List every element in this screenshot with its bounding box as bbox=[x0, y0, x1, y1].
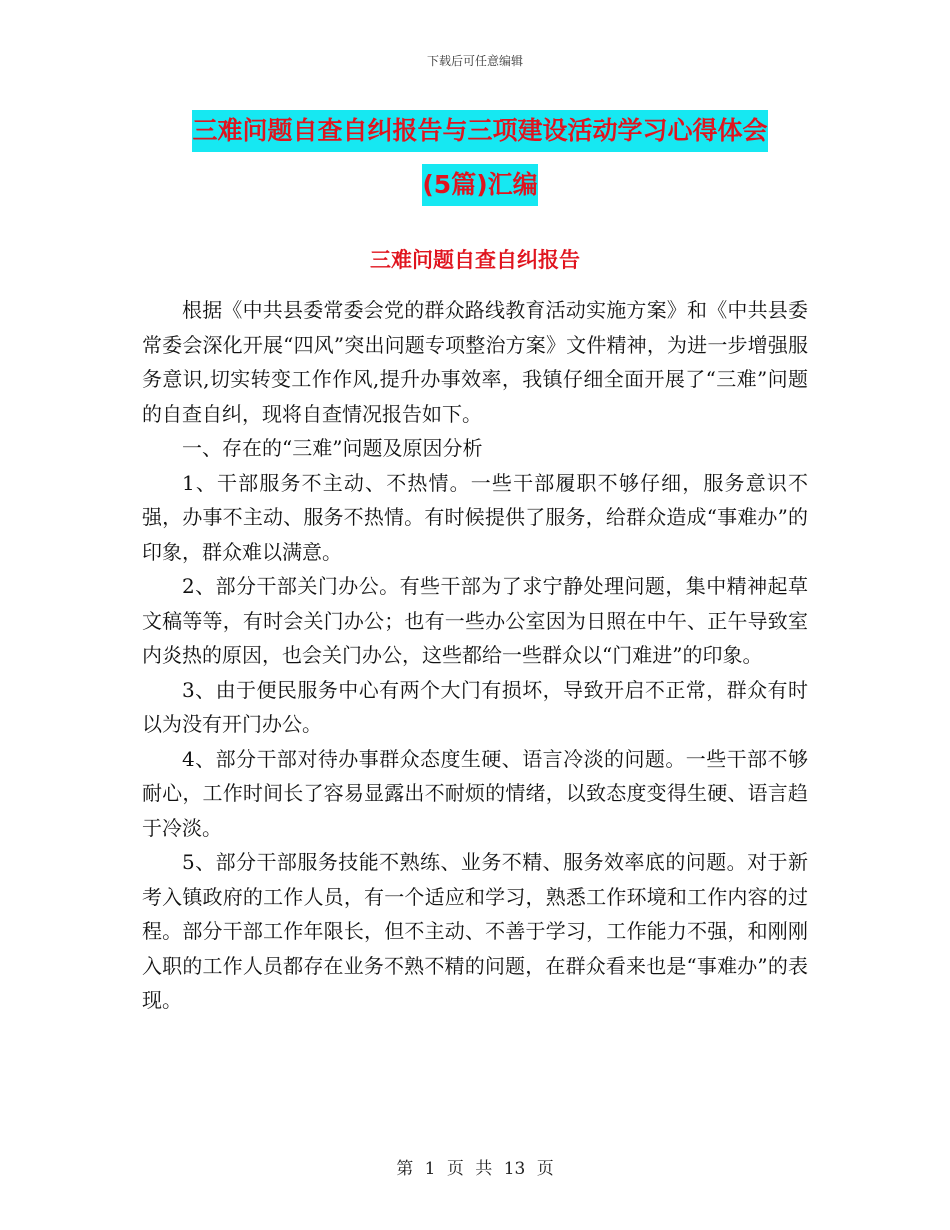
document-title-line-2: (5篇)汇编 bbox=[422, 164, 537, 206]
header-note: 下载后可任意编辑 bbox=[426, 54, 523, 68]
paragraph-heading-1: 一、存在的“三难”问题及原因分析 bbox=[182, 436, 483, 460]
document-body bbox=[142, 293, 808, 1018]
paragraph-item-3: 3、由于便民服务中心有两个大门有损坏，导致开启不正常，群众有时以为没有开门办公。 bbox=[142, 677, 808, 736]
paragraph-item-4: 4、部分干部对待办事群众态度生硬、语言冷淡的问题。一些干部不够耐心，工作时间长了容易显露出不耐烦的情绪，以致态度变得生硬、语言趋于冷淡。 bbox=[142, 746, 808, 840]
paragraph-item-1: 1、干部服务不主动、不热情。一些干部履职不够仔细，服务意识不强，办事不主动、服务不热情。有时候提供了服务，给群众造成“事难办”的印象，群众难以满意。 bbox=[142, 470, 808, 564]
paragraph-item-2: 2、部分干部关门办公。有些干部为了求宁静处理问题，集中精神起草文稿等等，有时会关门办公；也有一些办公室因为日照在中午、正午导致室内炎热的原因，也会关门办公，这些都给一些群众以“门难进”的印象。 bbox=[142, 574, 808, 667]
document-title-line-1: 三难问题自查自纠报告与三项建设活动学习心得体会 bbox=[192, 110, 767, 152]
paragraph-item-5: 5、部分干部服务技能不熟练、业务不精、服务效率底的问题。对于新考入镇政府的工作人员，有一个适应和学习，熟悉工作环境和工作内容的过程。部分干部工作年限长，但不主动、不善于学习，工作能力不强，和刚刚入职的工作人员都存在业务不熟不精的问题，在群众看来也是“事难办”的表现。 bbox=[142, 850, 808, 1012]
paragraph-intro: 根据《中共县委常委会党的群众路线教育活动实施方案》和《中共县委常委会深化开展“四风”突出问题专项整治方案》文件精神，为进一步增强服务意识,切实转变工作作风,提升办事效率，我镇仔细全面开展了“三难”问题的自查自纠，现将自查情况报告如下。 bbox=[142, 298, 808, 426]
section-title: 三难问题自查自纠报告 bbox=[370, 248, 580, 272]
page-number: 第 1 页 共 13 页 bbox=[396, 1159, 554, 1179]
document-title bbox=[150, 104, 810, 212]
